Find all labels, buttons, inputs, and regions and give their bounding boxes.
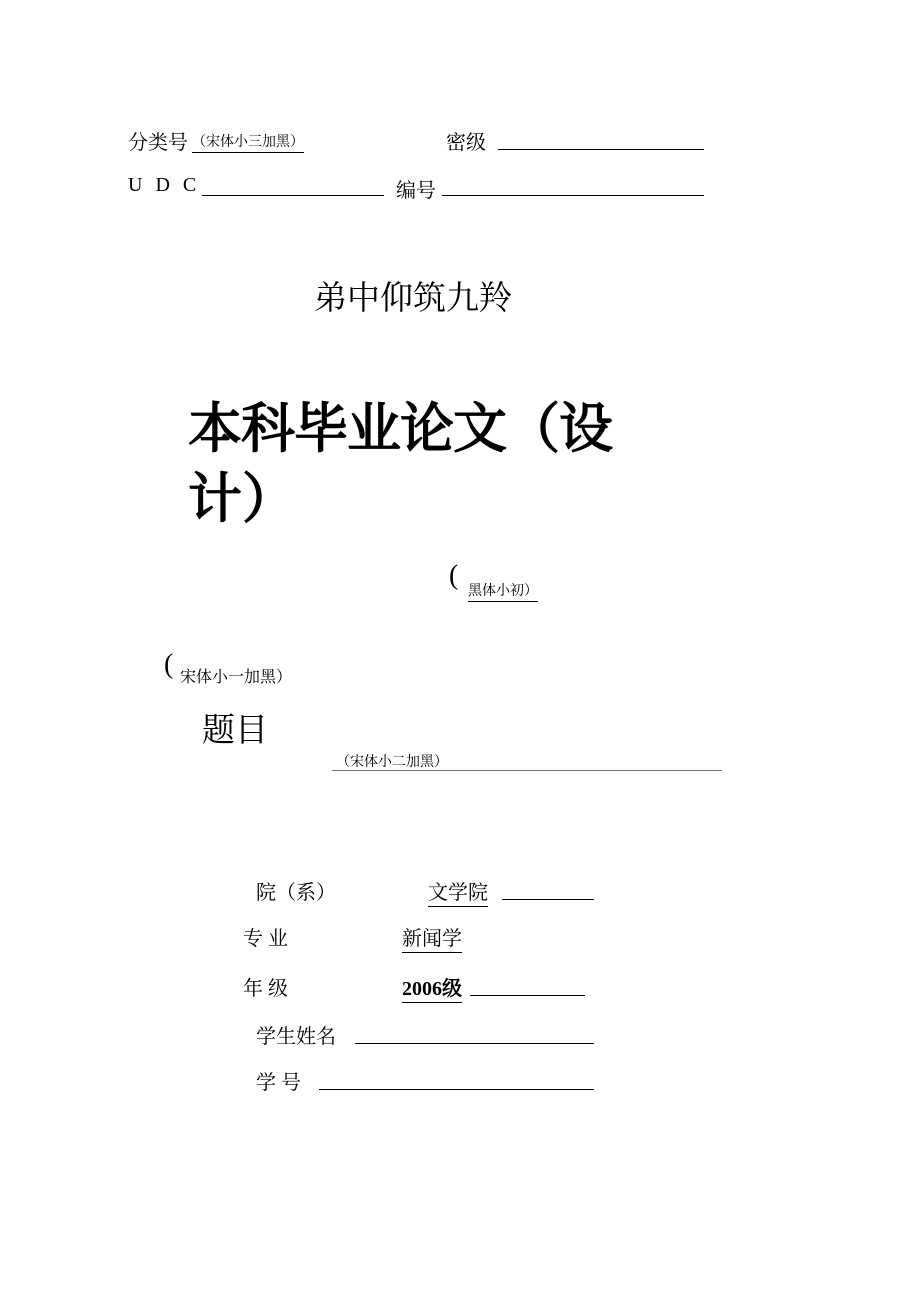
department-blank[interactable] — [502, 899, 594, 900]
grade-label: 年 级 — [243, 978, 288, 1000]
department-label: 院（系） — [256, 882, 336, 904]
number-blank[interactable] — [442, 195, 704, 196]
heiti-note-paren: ( — [449, 560, 459, 591]
security-level-blank[interactable] — [498, 149, 704, 150]
number-label: 编号 — [396, 178, 436, 202]
grade-value[interactable]: 2006级 — [402, 972, 462, 1003]
student-id-label: 学 号 — [256, 1072, 301, 1094]
department-value[interactable]: 文学院 — [428, 876, 488, 907]
classification-note: （宋体小三加黑） — [192, 131, 304, 153]
student-id-blank[interactable] — [319, 1089, 594, 1090]
heiti-note: 黑体小初） — [468, 580, 538, 602]
university-name: 弟中仰筑九羚 — [314, 278, 512, 317]
topic-blank[interactable] — [332, 770, 722, 771]
topic-note: （宋体小二加黑） — [336, 755, 448, 770]
udc-label: U D C — [128, 174, 201, 196]
student-name-label: 学生姓名 — [256, 1026, 336, 1048]
security-level-label: 密级 — [446, 130, 486, 154]
udc-blank[interactable] — [202, 195, 384, 196]
songti-note: 宋体小一加黑） — [180, 667, 293, 686]
grade-blank[interactable] — [470, 995, 585, 996]
songti-note-paren: ( — [164, 649, 174, 680]
major-value[interactable]: 新闻学 — [402, 922, 462, 953]
student-name-blank[interactable] — [355, 1043, 594, 1044]
major-label: 专 业 — [243, 928, 288, 950]
topic-label: 题目 — [202, 710, 268, 749]
thesis-title-line2: 计） — [188, 467, 296, 530]
classification-label: 分类号 — [128, 130, 188, 154]
thesis-title-line1: 本科毕业论文（设 — [188, 397, 612, 460]
